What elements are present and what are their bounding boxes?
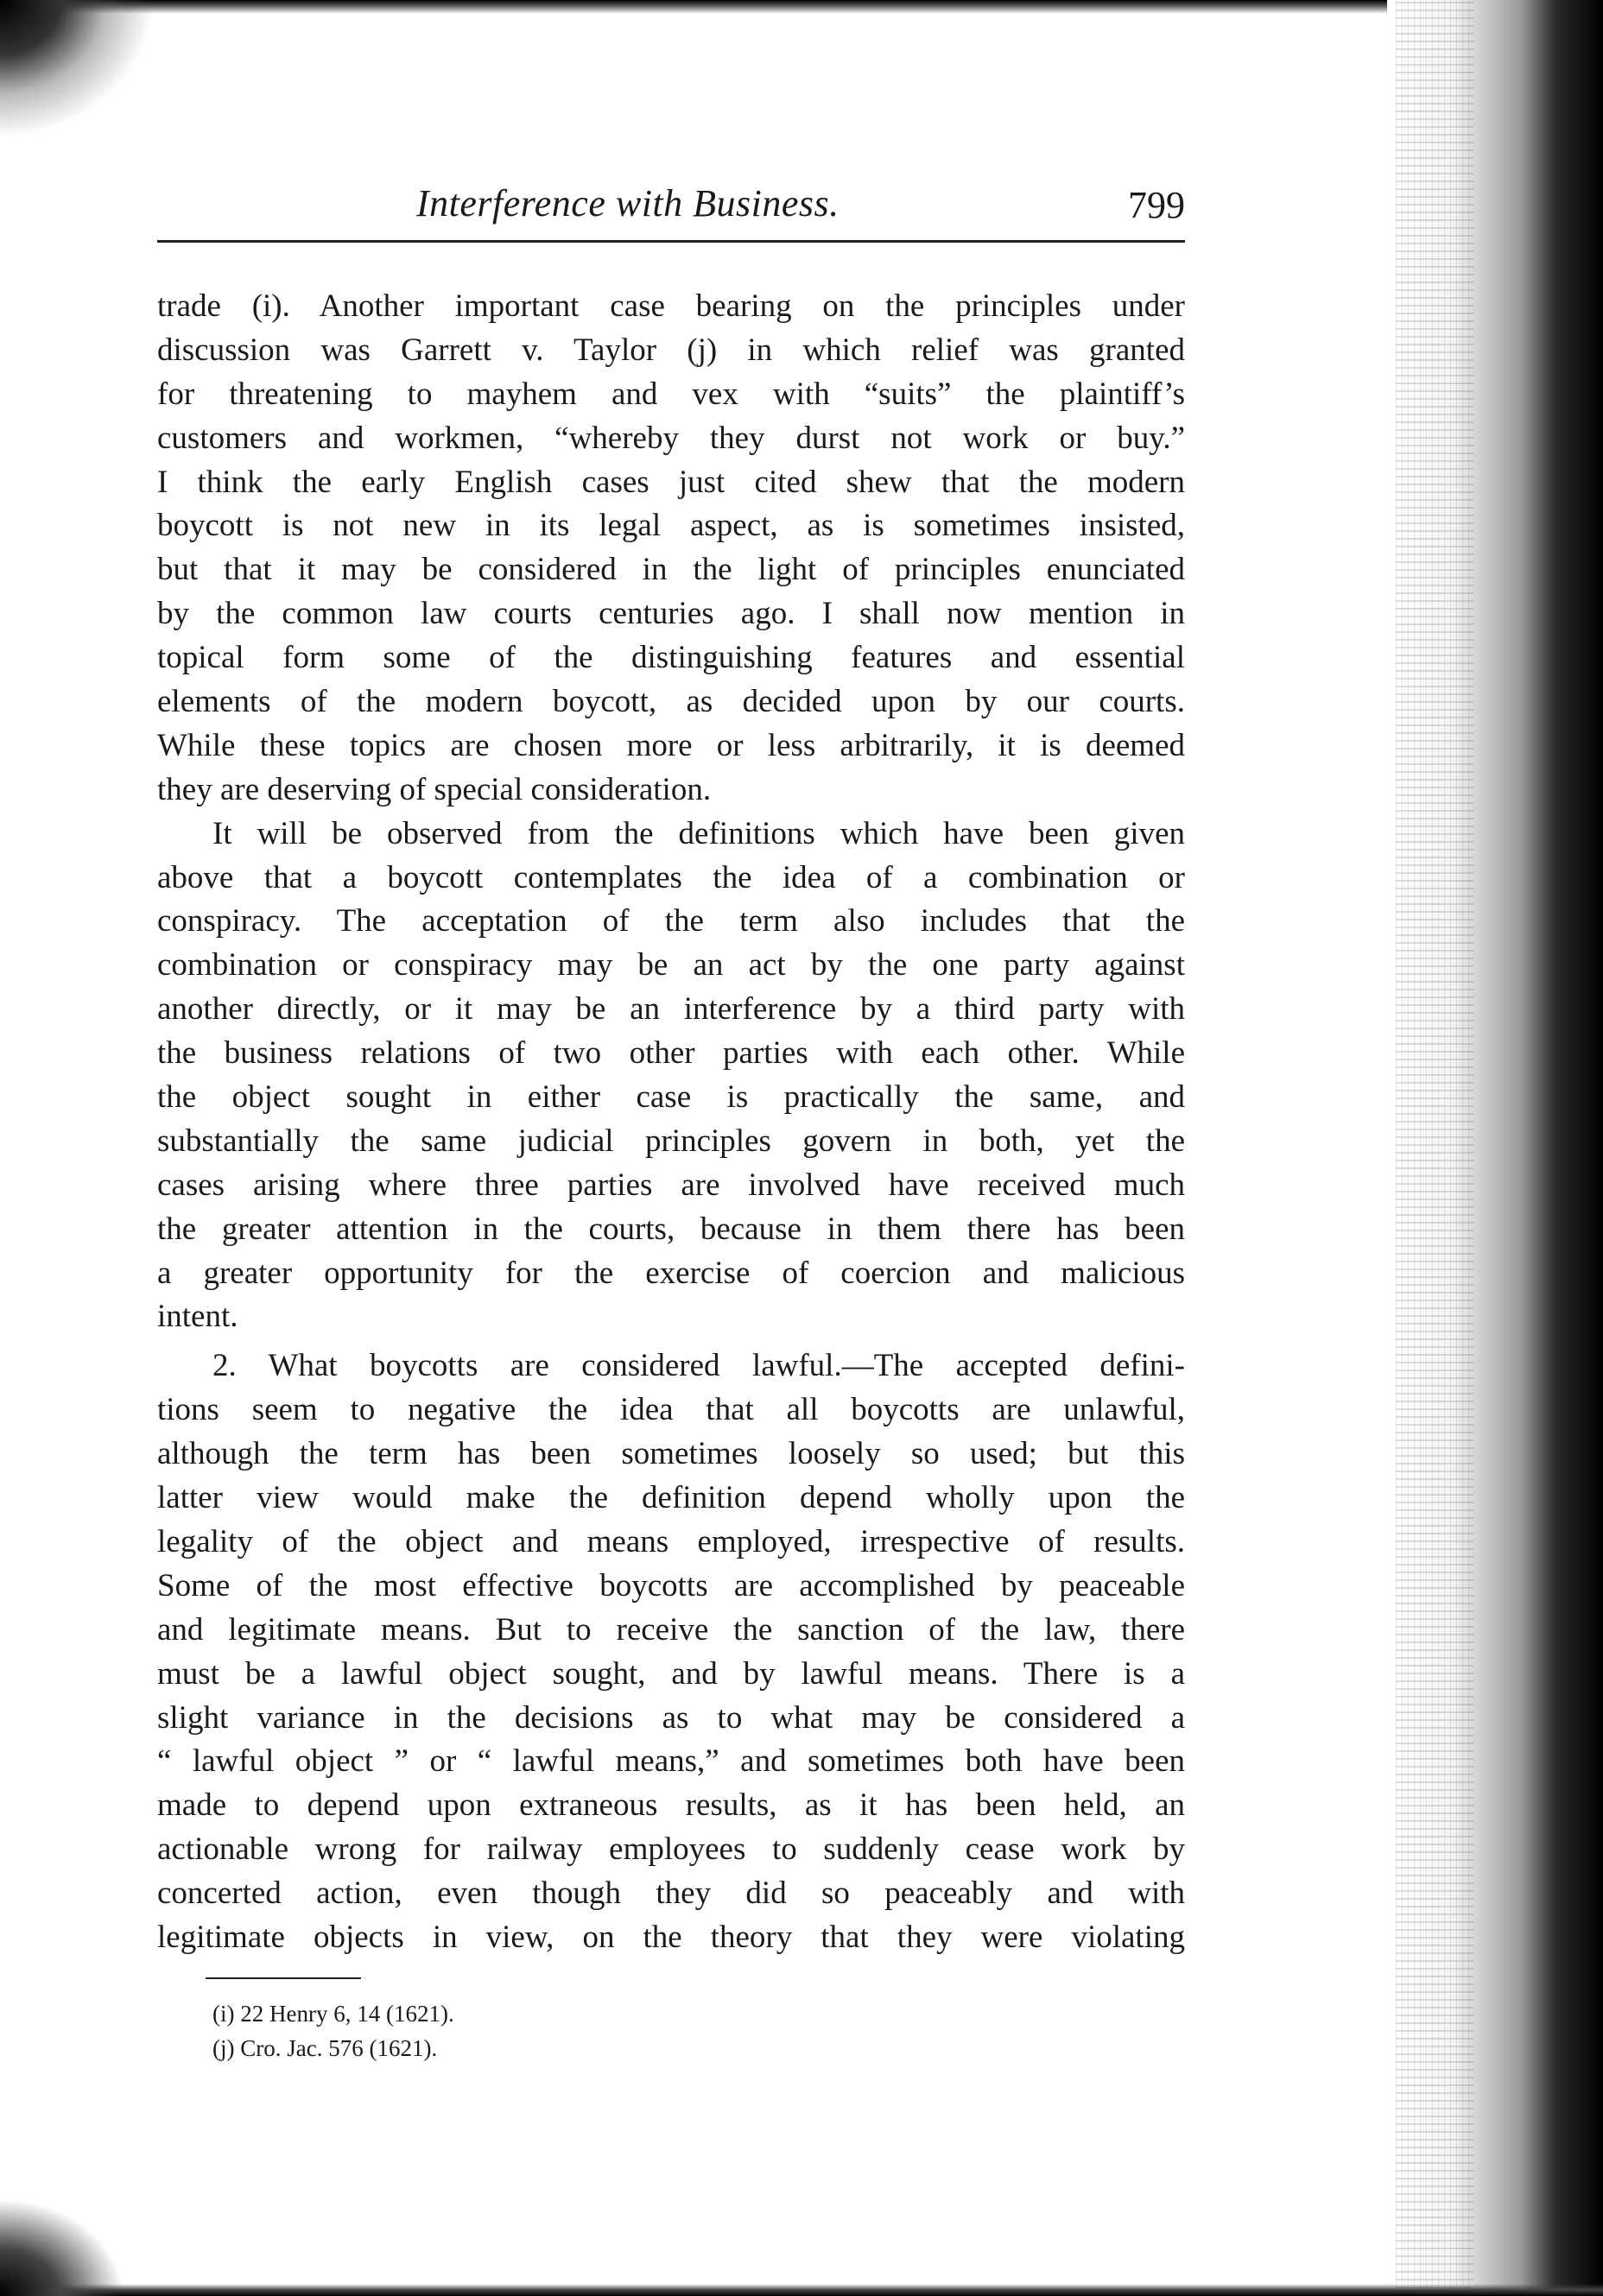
text-line: for threatening to mayhem and vex with “suits” the plaintiff’s	[157, 376, 1185, 412]
text-line: customers and workmen, “whereby they durst not work or buy.”	[157, 420, 1185, 456]
text-line: but that it may be considered in the light of principles enunciated	[157, 552, 1185, 588]
text-line: cases arising where three parties are involved have received much	[157, 1167, 1185, 1203]
text-line: actionable wrong for railway employees to suddenly cease work by	[157, 1831, 1185, 1868]
text-line: the business relations of two other parties with each other. While	[157, 1035, 1185, 1072]
text-line: Some of the most effective boycotts are accomplished by peaceable	[157, 1567, 1185, 1603]
text-line: must be a lawful object sought, and by lawful means. There is a	[157, 1655, 1185, 1692]
text-line: conspiracy. The acceptation of the term also includes that the	[157, 903, 1185, 939]
text-line: trade (i). Another important case bearing on the principles under	[157, 288, 1185, 324]
text-line: I think the early English cases just cited shew that the modern	[157, 464, 1185, 500]
text-line: although the term has been sometimes loosely so used; but this	[157, 1436, 1185, 1472]
scan-edge-bottom	[0, 2284, 1603, 2296]
scan-corner-top-left	[0, 0, 155, 138]
text-line: by the common law courts centuries ago. I shall now mention in	[157, 596, 1185, 632]
text-line: the object sought in either case is practically the same, and	[157, 1079, 1185, 1116]
scan-edge-speckle	[1396, 0, 1473, 2296]
text-line: elements of the modern boycott, as decided upon by our courts.	[157, 684, 1185, 720]
text-line: tions seem to negative the idea that all boycotts are unlawful,	[157, 1392, 1185, 1428]
text-line: “ lawful object ” or “ lawful means,” and sometimes both have been	[157, 1743, 1185, 1780]
running-head	[157, 171, 1185, 243]
footnote-j: (j) Cro. Jac. 576 (1621).	[212, 2035, 438, 2061]
running-title: Interference with Business.	[416, 182, 840, 225]
text-line: concerted action, even though they did so peaceably and with	[157, 1875, 1185, 1912]
text-line: legitimate objects in view, on the theory that they were violating	[157, 1919, 1185, 1955]
scan-corner-bottom-left	[0, 2201, 121, 2296]
text-line: discussion was Garrett v. Taylor (j) in which relief was granted	[157, 332, 1185, 368]
text-line: topical form some of the distinguishing features and essential	[157, 640, 1185, 676]
text-line: they are deserving of special consideration.	[157, 771, 712, 807]
text-line: made to depend upon extraneous results, as it has been held, an	[157, 1787, 1185, 1824]
text-line: a greater opportunity for the exercise of coercion and malicious	[157, 1255, 1185, 1291]
footnote-divider	[206, 1977, 361, 1979]
scan-edge-top	[0, 0, 1603, 14]
text-line: and legitimate means. But to receive the sanction of the law, there	[157, 1611, 1185, 1648]
text-line: slight variance in the decisions as to what may be considered a	[157, 1699, 1185, 1736]
text-line: the greater attention in the courts, because in them there has been	[157, 1211, 1185, 1247]
text-line: latter view would make the definition depend wholly upon the	[157, 1480, 1185, 1516]
paragraph-start: It will be observed from the definitions which have been given	[212, 815, 1185, 851]
text-line: another directly, or it may be an interference by a third party with	[157, 991, 1185, 1028]
text-line: While these topics are chosen more or less arbitrarily, it is deemed	[157, 727, 1185, 763]
text-line: boycott is not new in its legal aspect, as is sometimes insisted,	[157, 508, 1185, 544]
text-line: substantially the same judicial principles govern in both, yet the	[157, 1123, 1185, 1159]
page-number: 799	[1128, 184, 1185, 226]
footnote-i: (i) 22 Henry 6, 14 (1621).	[212, 2001, 454, 2027]
text-line: intent.	[157, 1299, 238, 1335]
text-line: combination or conspiracy may be an act by the one party against	[157, 947, 1185, 984]
footnotes	[212, 1996, 817, 2065]
text-line: above that a boycott contemplates the idea of a combination or	[157, 859, 1185, 895]
section-heading-line: 2. What boycotts are considered lawful.—The accepted defini-	[212, 1348, 1185, 1384]
text-line: legality of the object and means employed, irrespective of results.	[157, 1523, 1185, 1559]
body-text	[157, 285, 1185, 1960]
